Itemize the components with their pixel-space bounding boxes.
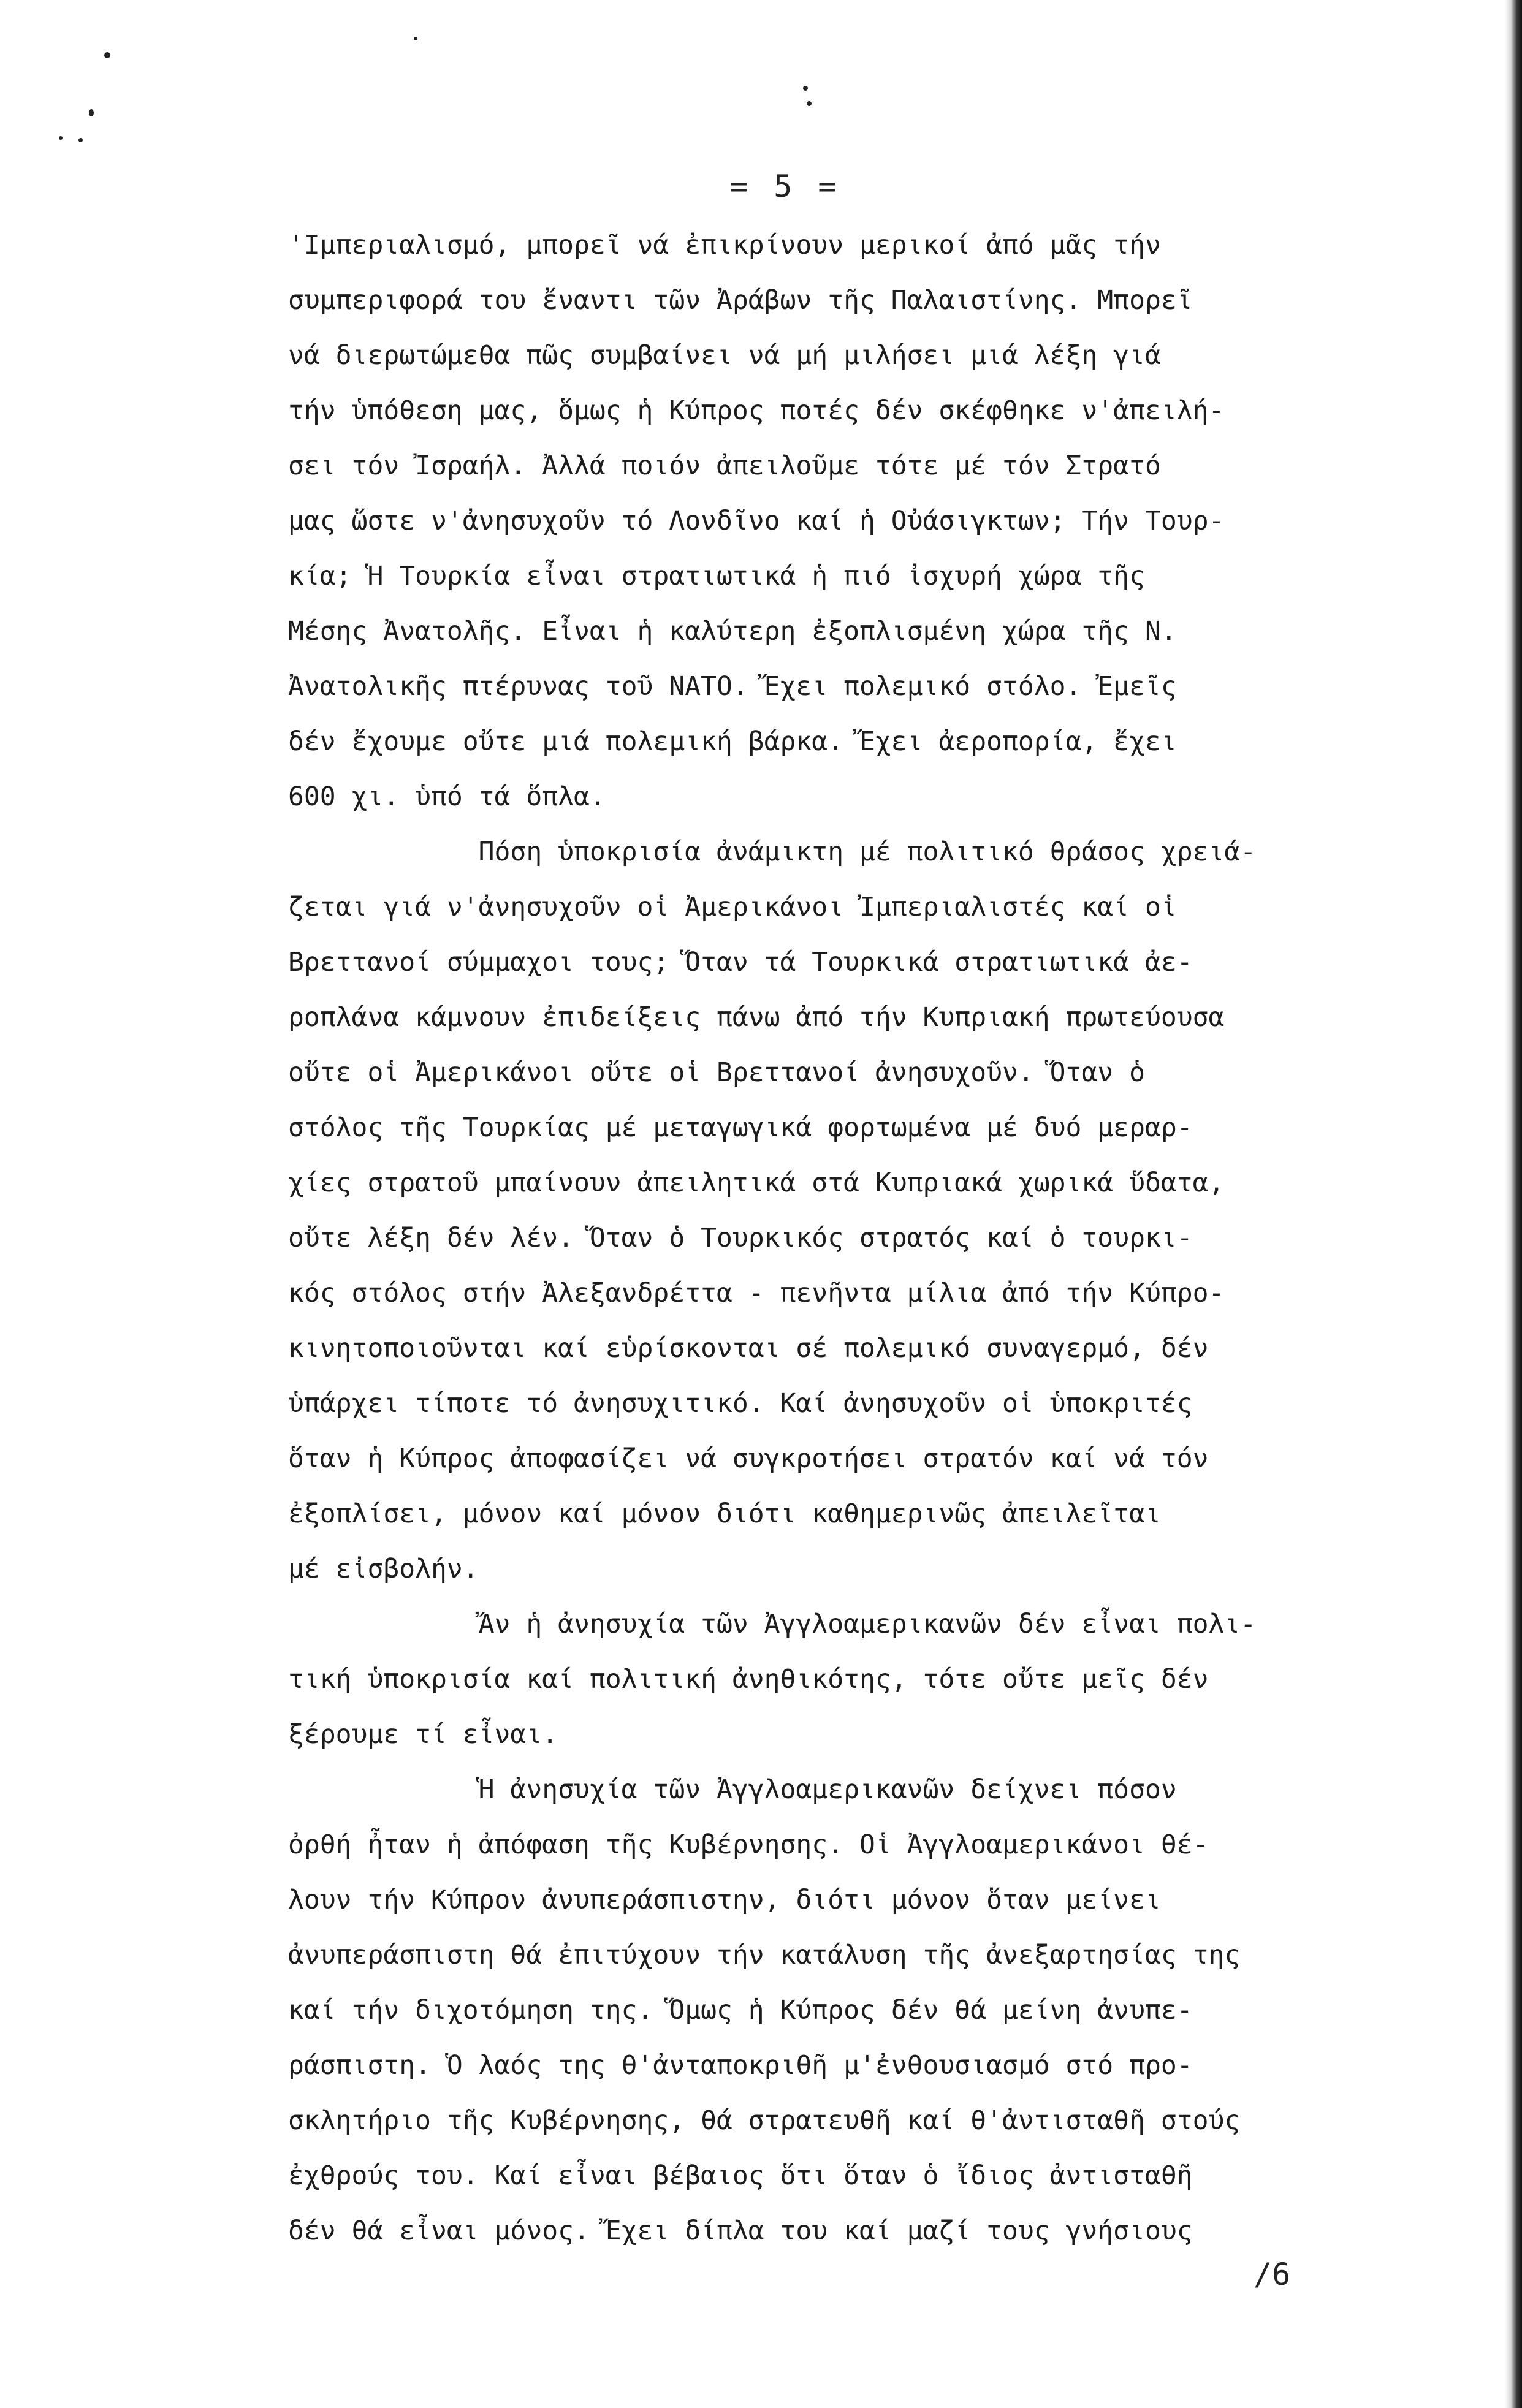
text-line: ράσπιστη. Ὁ λαός της θ'ἀνταποκριθῆ μ'ἐνθουσιασμό στό προ- xyxy=(288,2050,1193,2081)
text-line: Πόση ὑποκρισία ἀνάμικτη μέ πολιτικό θράσος χρειά- xyxy=(288,837,1257,867)
text-line: μέ εἰσβολήν. xyxy=(288,1554,479,1584)
text-line: ζεται γιά ν'ἀνησυχοῦν οἱ Ἀμερικάνοι Ἰμπεριαλιστές καί οἱ xyxy=(288,892,1177,922)
text-line: χίες στρατοῦ μπαίνουν ἀπειλητικά στά Κυπριακά χωρικά ὕδατα, xyxy=(288,1168,1225,1198)
text-line: κός στόλος στήν Ἀλεξανδρέττα - πενῆντα μίλια ἀπό τήν Κύπρο- xyxy=(288,1278,1225,1308)
text-line: συμπεριφορά του ἔναντι τῶν Ἀράβων τῆς Παλαιστίνης. Μπορεῖ xyxy=(288,285,1193,316)
text-line: 600 χι. ὑπό τά ὅπλα. xyxy=(288,781,606,812)
scan-speck xyxy=(89,109,94,116)
scan-speck xyxy=(104,52,110,58)
scan-speck xyxy=(78,138,83,142)
scan-speck xyxy=(59,136,63,140)
scan-speck xyxy=(807,101,812,106)
text-line: νά διερωτώμεθα πῶς συμβαίνει νά μή μιλήσει μιά λέξη γιά xyxy=(288,340,1161,371)
text-line: καί τήν διχοτόμηση της. Ὅμως ἡ Κύπρος δέν θά μείνη ἀνυπε- xyxy=(288,1995,1193,2026)
scan-speck xyxy=(414,37,417,40)
text-line: δέν θά εἶναι μόνος. Ἔχει δίπλα του καί μαζί τους γνήσιους xyxy=(288,2216,1193,2246)
text-line: στόλος τῆς Τουρκίας μέ μεταγωγικά φορτωμένα μέ δυό μεραρ- xyxy=(288,1112,1193,1143)
text-line: Ἡ ἀνησυχία τῶν Ἀγγλοαμερικανῶν δείχνει πόσον xyxy=(288,1774,1177,1805)
text-line: τήν ὑπόθεση μας, ὅμως ἡ Κύπρος ποτές δέν σκέφθηκε ν'ἀπειλή- xyxy=(288,395,1225,426)
text-line: ροπλάνα κάμνουν ἐπιδείξεις πάνω ἀπό τήν Κυπριακή πρωτεύουσα xyxy=(288,1002,1225,1033)
text-line: λουν τήν Κύπρον ἀνυπεράσπιστην, διότι μόνον ὅταν μείνει xyxy=(288,1885,1161,1915)
text-line: Βρεττανοί σύμμαχοι τους; Ὅταν τά Τουρκικά στρατιωτικά ἀε- xyxy=(288,947,1193,978)
text-line: τική ὑποκρισία καί πολιτική ἀνηθικότης, τότε οὔτε μεῖς δέν xyxy=(288,1664,1209,1695)
text-line: Ἄν ἡ ἀνησυχία τῶν Ἀγγλοαμερικανῶν δέν εἶναι πολι- xyxy=(288,1609,1257,1639)
text-line: ξέρουμε τί εἶναι. xyxy=(288,1719,558,1750)
text-line: ἐχθρούς του. Καί εἶναι βέβαιος ὅτι ὅταν ὁ ἴδιος ἀντισταθῆ xyxy=(288,2160,1193,2191)
text-line: ἐξοπλίσει, μόνον καί μόνον διότι καθημερινῶς ἀπειλεῖται xyxy=(288,1498,1161,1529)
text-line: δέν ἔχουμε οὔτε μιά πολεμική βάρκα. Ἔχει ἀεροπορία, ἔχει xyxy=(288,726,1177,757)
text-line: κινητοποιοῦνται καί εὑρίσκονται σέ πολεμικό συναγερμό, δέν xyxy=(288,1333,1209,1364)
text-line: ἀνυπεράσπιστη θά ἐπιτύχουν τήν κατάλυση τῆς ἀνεξαρτησίας της xyxy=(288,1940,1241,1970)
text-line: οὔτε οἱ Ἀμερικάνοι οὔτε οἱ Βρεττανοί ἀνησυχοῦν. Ὅταν ὁ xyxy=(288,1057,1145,1088)
text-line: ὅταν ἡ Κύπρος ἀποφασίζει νά συγκροτήσει στρατόν καί νά τόν xyxy=(288,1443,1209,1474)
text-line: κία; Ἡ Τουρκία εἶναι στρατιωτικά ἡ πιό ἰσχυρή χώρα τῆς xyxy=(288,561,1145,591)
text-line: Ἀνατολικῆς πτέρυνας τοῦ ΝΑΤΟ. Ἔχει πολεμικό στόλο. Ἐμεῖς xyxy=(288,671,1177,702)
text-line: σκλητήριο τῆς Κυβέρνησης, θά στρατευθῆ καί θ'ἀντισταθῆ στούς xyxy=(288,2105,1241,2136)
page-number: = 5 = xyxy=(729,169,840,204)
next-page-marker: /6 xyxy=(1254,2257,1291,2292)
text-line: οὔτε λέξη δέν λέν. Ὅταν ὁ Τουρκικός στρατός καί ὁ τουρκι- xyxy=(288,1223,1193,1253)
text-line: ὀρθή ἦταν ἡ ἀπόφαση τῆς Κυβέρνησης. Οἱ Ἀγγλοαμερικάνοι θέ- xyxy=(288,1829,1209,1860)
text-line: Μέσης Ἀνατολῆς. Εἶναι ἡ καλύτερη ἐξοπλισμένη χώρα τῆς Ν. xyxy=(288,616,1177,647)
body-text xyxy=(288,218,1490,2258)
text-line: ὑπάρχει τίποτε τό ἀνησυχιτικό. Καί ἀνησυχοῦν οἱ ὑποκριτές xyxy=(288,1388,1193,1419)
text-line: σει τόν Ἰσραήλ. Ἀλλά ποιόν ἀπειλοῦμε τότε μέ τόν Στρατό xyxy=(288,450,1161,481)
text-line: 'Ιμπεριαλισμό, μπορεῖ νά ἐπικρίνουν μερικοί ἀπό μᾶς τήν xyxy=(288,230,1161,260)
text-line: μας ὥστε ν'ἀνησυχοῦν τό Λονδῖνο καί ἡ Οὐάσιγκτων; Τήν Τουρ- xyxy=(288,506,1225,536)
scan-edge-shadow xyxy=(1505,0,1522,2408)
scan-speck xyxy=(803,86,808,91)
